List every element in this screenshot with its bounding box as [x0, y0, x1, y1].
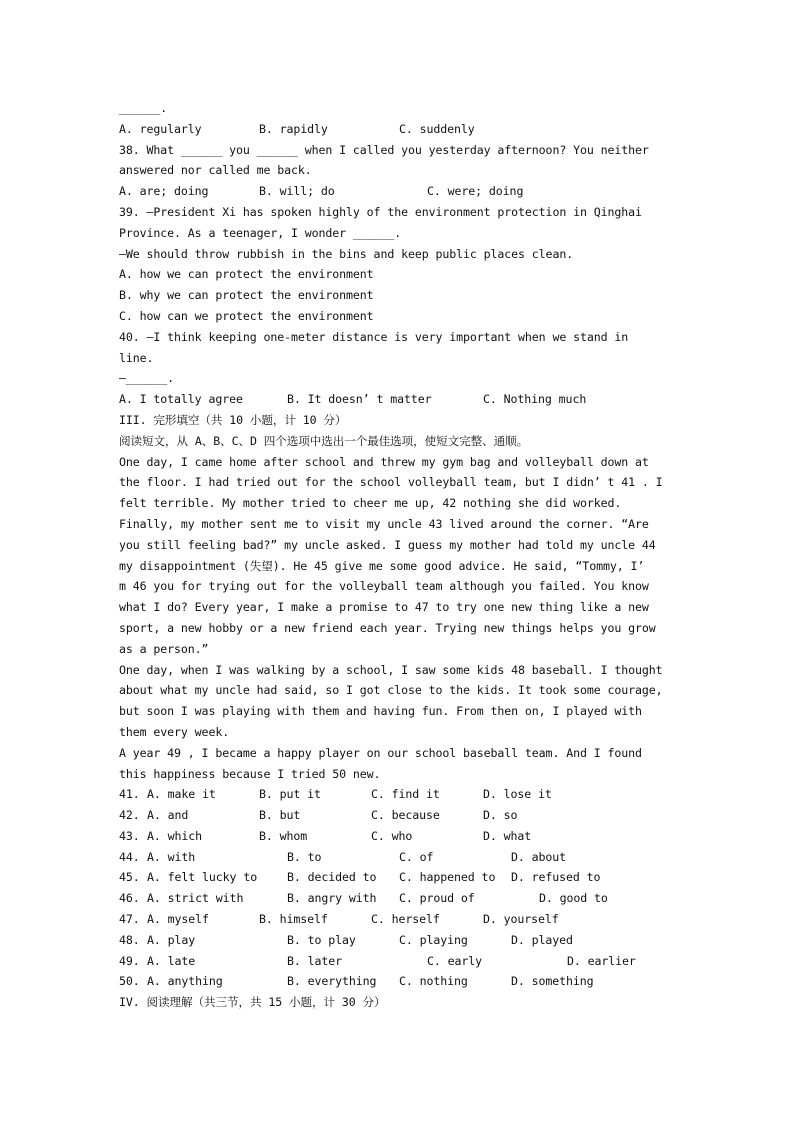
option-c: C. because [371, 808, 440, 823]
option-b: B. whom [259, 828, 308, 843]
option-c: C. playing [399, 932, 468, 947]
section3-title: III. 完形填空（共 10 小题，计 10 分） [119, 412, 347, 427]
option-a: A. and [147, 808, 189, 823]
option-a: A. make it [147, 787, 216, 802]
cloze-question-49 [119, 951, 679, 972]
q40-option-c: C. Nothing much [483, 392, 587, 407]
question-number: 41. [119, 787, 140, 802]
cloze-question-42 [119, 805, 679, 826]
passage-line: my disappointment (失望). He 45 give me some good advice. He said, “Tommy, I’ [119, 558, 645, 573]
q37-option-c: C. suddenly [399, 121, 475, 136]
passage-line: Finally, my mother sent me to visit my uncle 43 lived around the corner. “Are [119, 516, 649, 531]
cloze-question-47 [119, 909, 679, 930]
q40-option-b: B. It doesn’ t matter [287, 392, 432, 407]
option-d: D. played [511, 932, 573, 947]
q37-options [119, 119, 679, 140]
q39-option-c: C. how can we protect the environment [119, 308, 374, 323]
option-b: B. but [259, 808, 301, 823]
option-a: A. strict with [147, 891, 244, 906]
option-d: D. good to [539, 891, 608, 906]
q38-option-b: B. will; do [259, 184, 335, 199]
q40-stem-line3: —______. [119, 371, 175, 386]
passage-line: sport, a new hobby or a new friend each year. Trying new things helps you grow [119, 620, 656, 635]
option-b: B. to play [287, 932, 356, 947]
option-d: D. refused to [511, 870, 601, 885]
passage-line: about what my uncle had said, so I got close to the kids. It took some courage, [119, 683, 663, 698]
option-a: A. anything [147, 974, 223, 989]
q39-stem-line1: 39. —President Xi has spoken highly of the environment protection in Qinghai [119, 204, 642, 219]
option-d: D. lose it [483, 787, 552, 802]
option-a: A. late [147, 953, 196, 968]
passage-line: as a person.” [119, 641, 209, 656]
cloze-question-44 [119, 847, 679, 868]
cloze-question-46 [119, 888, 679, 909]
cloze-question-45 [119, 867, 679, 888]
cloze-question-48 [119, 930, 679, 951]
passage-line: but soon I was playing with them and having fun. From then on, I played with [119, 704, 642, 719]
section3-instruction: 阅读短文，从 A、B、C、D 四个选项中选出一个最佳选项，使短文完整、通顺。 [119, 433, 529, 448]
q40-stem-line2: line. [119, 350, 154, 365]
section4-title: IV. 阅读理解（共三节，共 15 小题，计 30 分） [119, 995, 386, 1010]
answer-blank: ______. [119, 101, 168, 115]
option-b: B. decided to [287, 870, 377, 885]
q39-stem-line2: Province. As a teenager, I wonder ______. [119, 225, 402, 240]
q39-option-a: A. how we can protect the environment [119, 267, 374, 282]
question-number: 44. [119, 849, 140, 864]
option-c: C. find it [371, 787, 440, 802]
option-a: A. myself [147, 912, 209, 927]
option-c: C. nothing [399, 974, 468, 989]
q38-options [119, 181, 679, 202]
question-number: 49. [119, 953, 140, 968]
q39-option-b: B. why we can protect the environment [119, 288, 374, 303]
option-c: C. happened to [399, 870, 496, 885]
cloze-question-43 [119, 826, 679, 847]
question-number: 45. [119, 870, 140, 885]
q40-option-a: A. I totally agree [119, 392, 243, 407]
passage-line: what I do? Every year, I make a promise to 47 to try one new thing like a new [119, 600, 649, 615]
option-d: D. about [511, 849, 567, 864]
question-number: 48. [119, 932, 140, 947]
q38-option-a: A. are; doing [119, 184, 209, 199]
question-number: 46. [119, 891, 140, 906]
q37-option-a: A. regularly [119, 121, 202, 136]
q39-stem-line3: —We should throw rubbish in the bins and keep public places clean. [119, 246, 574, 261]
passage-line: the floor. I had tried out for the school volleyball team, but I didn’ t 41 . I [119, 475, 663, 490]
option-d: D. so [483, 808, 518, 823]
cloze-question-50 [119, 971, 679, 992]
cloze-questions [119, 784, 679, 992]
question-number: 42. [119, 808, 140, 823]
option-c: C. proud of [399, 891, 475, 906]
passage-line: this happiness because I tried 50 new. [119, 766, 381, 781]
question-number: 47. [119, 912, 140, 927]
q40-stem-line1: 40. —I think keeping one-meter distance is very important when we stand in [119, 329, 629, 344]
question-number: 43. [119, 828, 140, 843]
option-c: C. of [399, 849, 434, 864]
option-d: D. earlier [567, 953, 636, 968]
option-b: B. everything [287, 974, 377, 989]
option-d: D. something [511, 974, 594, 989]
option-a: A. which [147, 828, 203, 843]
q38-stem-line2: answered nor called me back. [119, 163, 312, 178]
passage-line: A year 49 , I became a happy player on our school baseball team. And I found [119, 745, 642, 760]
option-a: A. with [147, 849, 196, 864]
q37-option-b: B. rapidly [259, 121, 328, 136]
option-b: B. himself [259, 912, 328, 927]
passage-line: you still feeling bad?” my uncle asked. I guess my mother had told my uncle 44 [119, 537, 656, 552]
q40-options [119, 389, 679, 410]
option-b: B. angry with [287, 891, 377, 906]
cloze-passage [119, 452, 679, 785]
option-d: D. yourself [483, 912, 559, 927]
question-number: 50. [119, 974, 140, 989]
option-c: C. herself [371, 912, 440, 927]
option-b: B. to [287, 849, 322, 864]
passage-line: One day, when I was walking by a school, I saw some kids 48 baseball. I thought [119, 662, 663, 677]
passage-line: them every week. [119, 724, 230, 739]
passage-line: felt terrible. My mother tried to cheer me up, 42 nothing she did worked. [119, 496, 622, 511]
option-b: B. later [287, 953, 343, 968]
option-b: B. put it [259, 787, 321, 802]
passage-line: One day, I came home after school and threw my gym bag and volleyball down at [119, 454, 649, 469]
q38-option-c: C. were; doing [427, 184, 524, 199]
cloze-question-41 [119, 784, 679, 805]
passage-line: m 46 you for trying out for the volleyball team although you failed. You know [119, 579, 649, 594]
option-a: A. felt lucky to [147, 870, 258, 885]
option-a: A. play [147, 932, 196, 947]
option-c: C. who [371, 828, 413, 843]
option-c: C. early [427, 953, 483, 968]
q38-stem-line1: 38. What ______ you ______ when I called you yesterday afternoon? You neither [119, 142, 649, 157]
option-d: D. what [483, 828, 532, 843]
exam-page [119, 98, 679, 1013]
